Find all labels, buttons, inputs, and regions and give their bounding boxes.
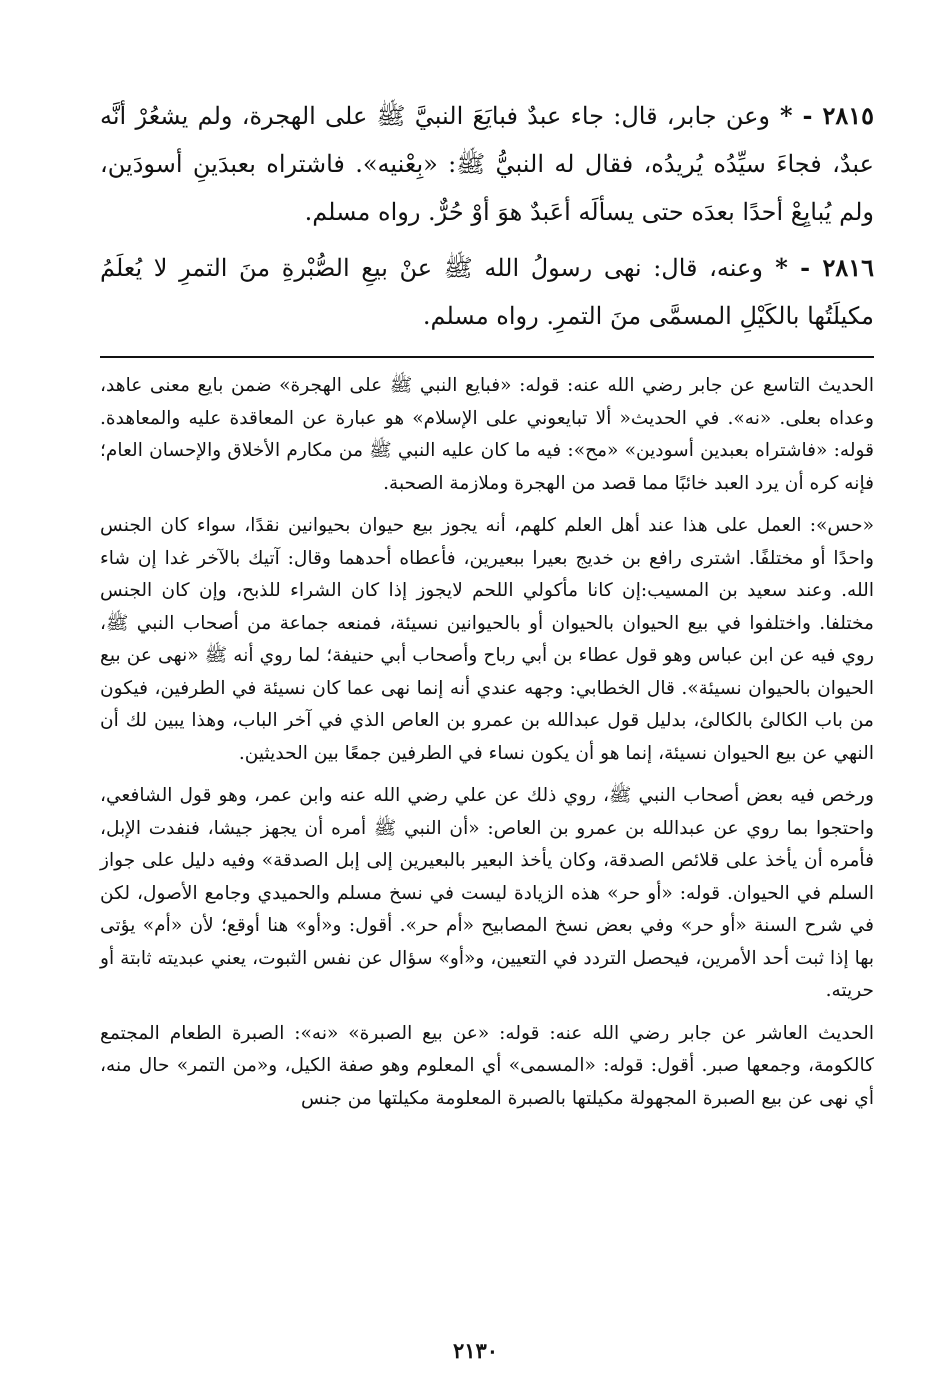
commentary-paragraph: «حس»: العمل على هذا عند أهل العلم كلهم، أنه يجوز بيع حيوان بحيوانين نقدًا، سواء كان الجنس واحدًا أو مختلفًا. اشترى رافع بن خديج بعيرا ببعيرين، فأعطاه أحدهما وقال: آتيك بالآخر غدا إن شاء الله. وعند سعيد بن المسيب:إن كانا مأكولي اللحم لايجوز إذا كان الشراء للذبح، وإن كان الجنس مختلفا. واختلفوا في بيع الحيوان بالحيوان أو بالحيوانين نسيئة، فمنعه جماعة من أصحاب النبي ﷺ، روي فيه عن ابن عباس وهو قول عطاء بن أبي رباح وأصحاب أبي حنيفة؛ لما روي أنه ﷺ «نهى عن بيع الحيوان بالحيوان نسيئة». قال الخطابي: وجهه عندي أنه إنما نهى عما كان نسيئة في الطرفين، فيكون من باب الكالئ بالكالئ، بدليل قول عبدالله بن عمرو بن العاص الذي في آخر الباب، وهذا يبين لك أن النهي عن بيع الحيوان نسيئة، إنما هو أن يكون نساء في الطرفين جمعًا بين الحديثين.: [100, 515, 874, 764]
hadith-number: ٢٨١٥ - *: [780, 101, 874, 130]
hadith-text: وعنه، قال: نهى رسولُ الله ﷺ عنْ بيعِ الصُّبْرةِ منَ التمرِ لا يُعلَمُ مكيلَتُها بالكَيْلِ المسمَّى منَ التمرِ. رواه مسلم.: [100, 254, 874, 330]
page-number: ٢١٣٠: [452, 1338, 499, 1363]
hadith-number: ٢٨١٦ - *: [775, 253, 874, 282]
hadith-2816: [100, 244, 874, 340]
commentary-paragraph: ورخص فيه بعض أصحاب النبي ﷺ، روي ذلك عن علي رضي الله عنه وابن عمر، وهو قول الشافعي، واحتجوا بما روي عن عبدالله بن عمرو بن العاص: «أن النبي ﷺ أمره أن يجهز جيشا، فنفدت الإبل، فأمره أن يأخذ على قلائص الصدقة، وكان يأخذ البعير بالبعيرين إلى إبل الصدقة» وفيه دليل على جواز السلم في الحيوان. قوله: «أو حر» هذه الزيادة ليست في نسخ مسلم والحميدي وجامع الأصول، لكن في شرح السنة «أو حر» وفي بعض نسخ المصابيح «أم حر». أقول: و«أو» هنا أوقع؛ لأن «أم» يؤتى بها إذا ثبت أحد الأمرين، فيحصل التردد في التعيين، و«أو» سؤال عن نفس الثبوت، يعني عبديته ثابتة أو حريته.: [100, 785, 875, 1001]
hadith-2815: [100, 92, 874, 236]
commentary-paragraph: الحديث العاشر عن جابر رضي الله عنه: قوله: «عن بيع الصبرة» «نه»: الصبرة الطعام المجتمع كالكومة، وجمعها صبر. أقول: قوله: «المسمى» أي المعلوم وهو صفة الكيل، و«من التمر» حال منه، أي نهى عن بيع الصبرة المجهولة مكيلتها بالصبرة المعلومة مكيلتها من جنس: [100, 1022, 874, 1109]
hadith-text: وعن جابر، قال: جاء عبدٌ فبايَعَ النبيَّ ﷺ على الهجرة، ولم يشعُرْ أنَّه عبدٌ، فجاءَ سيِّدُه يُريدُه، فقال له النبيُّ ﷺ: «بِعْنيه». فاشتراه بعبدَينِ أسودَين، ولم يُبايِعْ أحدًا بعدَه حتى يسألَه أعَبدٌ هوَ أوْ حُرٌّ. رواه مسلم.: [100, 102, 874, 226]
page-content: [100, 92, 874, 1125]
section-divider: [100, 356, 874, 358]
commentary-paragraph: الحديث التاسع عن جابر رضي الله عنه: قوله: «فبايع النبي ﷺ على الهجرة» ضمن بايع معنى عاهد، وعداه بعلى. «نه». في الحديث« ألا تبايعوني على الإسلام» هو عبارة عن المعاقدة عليه والمعاهدة. قوله: «فاشتراه بعبدين أسودين» «مح»: فيه ما كان عليه النبي ﷺ من مكارم الأخلاق والإحسان العام؛ فإنه كره أن يرد العبد خائبًا مما قصد من الهجرة وملازمة الصحبة.: [100, 375, 874, 494]
